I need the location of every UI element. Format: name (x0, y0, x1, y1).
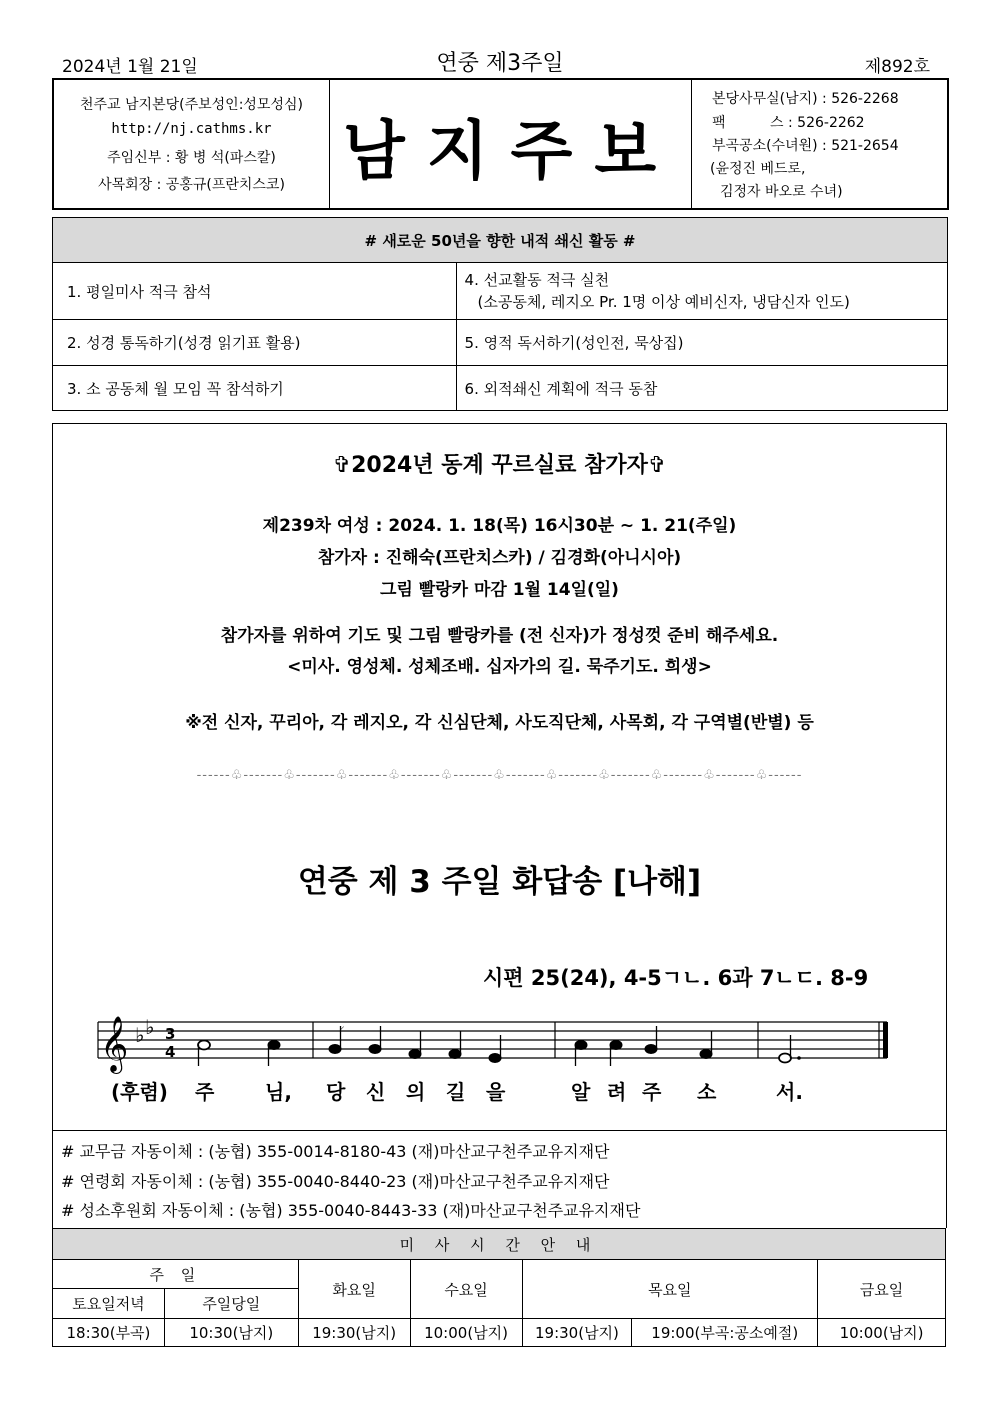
saturday-evening-header: 토요일저녁 (53, 1289, 165, 1319)
quarter-note (268, 1041, 280, 1050)
quarter-note (645, 1045, 657, 1054)
account-line: # 연령회 자동이체 : (농협) 355-0040-8440-23 (재)마산교구천주교유지재단 (61, 1172, 610, 1191)
lyric-syllable: 알 (571, 1080, 591, 1104)
sunday-header: 주 일 (53, 1260, 299, 1289)
music-staff (93, 1014, 903, 1074)
lyric-syllable: 당 (326, 1080, 346, 1104)
auto-transfer-accounts (52, 1130, 947, 1228)
bulletin-logo (330, 80, 692, 208)
cursillo-title: ✞2024년 동계 꾸르실료 참가자✞ (332, 453, 667, 478)
lyric-syllable: 을 (486, 1080, 506, 1104)
psalm-reference: 시편 25(24), 4-5ㄱㄴ. 6과 7ㄴㄷ. 8-9 (483, 966, 869, 990)
mass-time: 19:30(남지) (522, 1319, 632, 1347)
time-signature: 3 (165, 1025, 176, 1043)
sisters-line-1: (윤정진 베드로, (710, 161, 806, 177)
pastor: 주임신부 : 황 병 석(파스칼) (107, 150, 276, 166)
time-signature: 4 (165, 1043, 176, 1061)
parish-url[interactable]: http://nj.cathms.kr (111, 121, 272, 137)
activity-item: 3. 소 공동체 월 모임 꼭 참석하기 (53, 366, 457, 411)
eighth-note (329, 1045, 341, 1054)
lyric-syllable: 의 (406, 1080, 426, 1104)
bulletin-name: 남지주보 (342, 114, 679, 189)
dotted-half-note (779, 1054, 791, 1063)
cursillo-groups: ※전 신자, 꾸리아, 각 레지오, 각 신심단체, 사도직단체, 사목회, 각 구역별(반별) 등 (185, 713, 814, 733)
eighth-note (409, 1050, 421, 1059)
activity-item: 2. 성경 통독하기(성경 읽기표 활용) (53, 320, 457, 366)
activity-item: 6. 외적쇄신 계획에 적극 동참 (456, 366, 947, 411)
cursillo-deadline: 그림 빨랑카 마감 1월 14일(일) (380, 580, 619, 600)
eighth-note (610, 1041, 622, 1050)
mass-time: 19:00(부곡:공소예절) (632, 1319, 818, 1347)
cursillo-schedule: 제239차 여성 : 2024. 1. 18(목) 16시30분 ~ 1. 21(주일) (262, 516, 737, 536)
contact-info (692, 80, 947, 208)
issue-date: 2024년 1월 21일 (62, 57, 198, 77)
lyric-syllable: 소 (697, 1080, 717, 1104)
office-phone: 본당사무실(남지) : 526-2268 (712, 91, 899, 107)
lyric-syllable: 주 (195, 1080, 215, 1104)
mass-time: 10:00(남지) (818, 1319, 946, 1347)
clover-divider: ------♧-------♧-------♧-------♧-------♧-------♧-------♧-------♧-------♧-------♧-------♧------ (196, 768, 803, 783)
thursday-header: 목요일 (522, 1260, 818, 1319)
refrain-label: (후렴) (111, 1080, 168, 1104)
mass-schedule-title: 미 사 시 간 안 내 (53, 1229, 946, 1260)
quarter-note (489, 1054, 501, 1063)
mass-time: 10:00(남지) (410, 1319, 522, 1347)
tuesday-header: 화요일 (298, 1260, 410, 1319)
eighth-note (449, 1050, 461, 1059)
flat-sign-icon: ♭ (145, 1015, 155, 1039)
eighth-note (575, 1041, 587, 1050)
header (52, 46, 948, 78)
parish-info (54, 80, 330, 208)
treble-clef-icon: 𝄞 (100, 1016, 129, 1072)
table-row (53, 320, 948, 366)
activity-item-detail: (소공동체, 레지오 Pr. 1명 이상 예비신자, 냉담신자 인도) (477, 293, 850, 311)
council-president: 사목회장 : 공홍규(프란치스코) (98, 177, 285, 193)
table-row (53, 366, 948, 411)
mass-schedule-table (52, 1228, 946, 1347)
table-header-row (53, 1229, 946, 1260)
lyric-syllable: 서. (776, 1080, 803, 1104)
mass-time: 19:30(남지) (298, 1319, 410, 1347)
lyric-syllable: 길 (446, 1080, 466, 1104)
cursillo-practices: <미사. 영성체. 성체조배. 십자가의 길. 묵주기도. 희생> (287, 657, 712, 677)
renewal-heading: # 새로운 50년을 향한 내적 쇄신 활동 # (53, 218, 948, 263)
lyric-syllable: 님, (265, 1080, 292, 1104)
renewal-activities-table (52, 217, 948, 411)
sunday-day-header: 주일당일 (164, 1289, 298, 1319)
issue-number: 제892호 (864, 57, 930, 77)
lyric-syllable: 주 (642, 1080, 662, 1104)
table-row (53, 1319, 946, 1347)
activity-item: 5. 영적 독서하기(성인전, 묵상집) (456, 320, 947, 366)
mass-time: 10:30(남지) (164, 1319, 298, 1347)
account-line: # 성소후원회 자동이체 : (농협) 355-0040-8443-33 (재)마산교구천주교유지재단 (61, 1201, 641, 1220)
friday-header: 금요일 (818, 1260, 946, 1319)
activity-item (456, 263, 947, 320)
table-row (53, 263, 948, 320)
flat-sign-icon: ♭ (135, 1023, 145, 1047)
cursillo-participants: 참가자 : 진해숙(프란치스카) / 김경화(아니시아) (317, 548, 682, 568)
quarter-note (700, 1050, 712, 1059)
sisters-line-2: 김정자 바오로 수녀) (720, 184, 843, 200)
account-line: # 교무금 자동이체 : (농협) 355-0014-8180-43 (재)마산교구천주교유지재단 (61, 1142, 610, 1161)
branch-phone: 부곡공소(수녀원) : 521-2654 (712, 138, 899, 154)
notice-box (52, 423, 947, 1131)
parish-name: 천주교 남지본당(주보성인:성모성심) (80, 97, 303, 113)
table-row (53, 1260, 946, 1289)
masthead (52, 78, 949, 210)
activity-item-title: 4. 선교활동 적극 실천 (464, 271, 610, 289)
flag-icon: ⸝ (340, 1022, 345, 1032)
lyric-syllable: 신 (366, 1080, 386, 1104)
activity-item: 1. 평일미사 적극 참석 (53, 263, 457, 320)
eighth-note (369, 1045, 381, 1054)
cursillo-request: 참가자를 위하여 기도 및 그림 빨랑카를 (전 신자)가 정성껏 준비 해주세요. (220, 626, 779, 646)
mass-time: 18:30(부곡) (53, 1319, 165, 1347)
wednesday-header: 수요일 (410, 1260, 522, 1319)
psalm-title: 연중 제 3 주일 화답송 [나해] (297, 864, 702, 900)
liturgical-title: 연중 제3주일 (436, 51, 564, 76)
fax-number: 팩 스 : 526-2262 (712, 115, 865, 131)
lyric-syllable: 려 (607, 1080, 627, 1104)
half-note (198, 1041, 210, 1050)
table-header-row (53, 218, 948, 263)
